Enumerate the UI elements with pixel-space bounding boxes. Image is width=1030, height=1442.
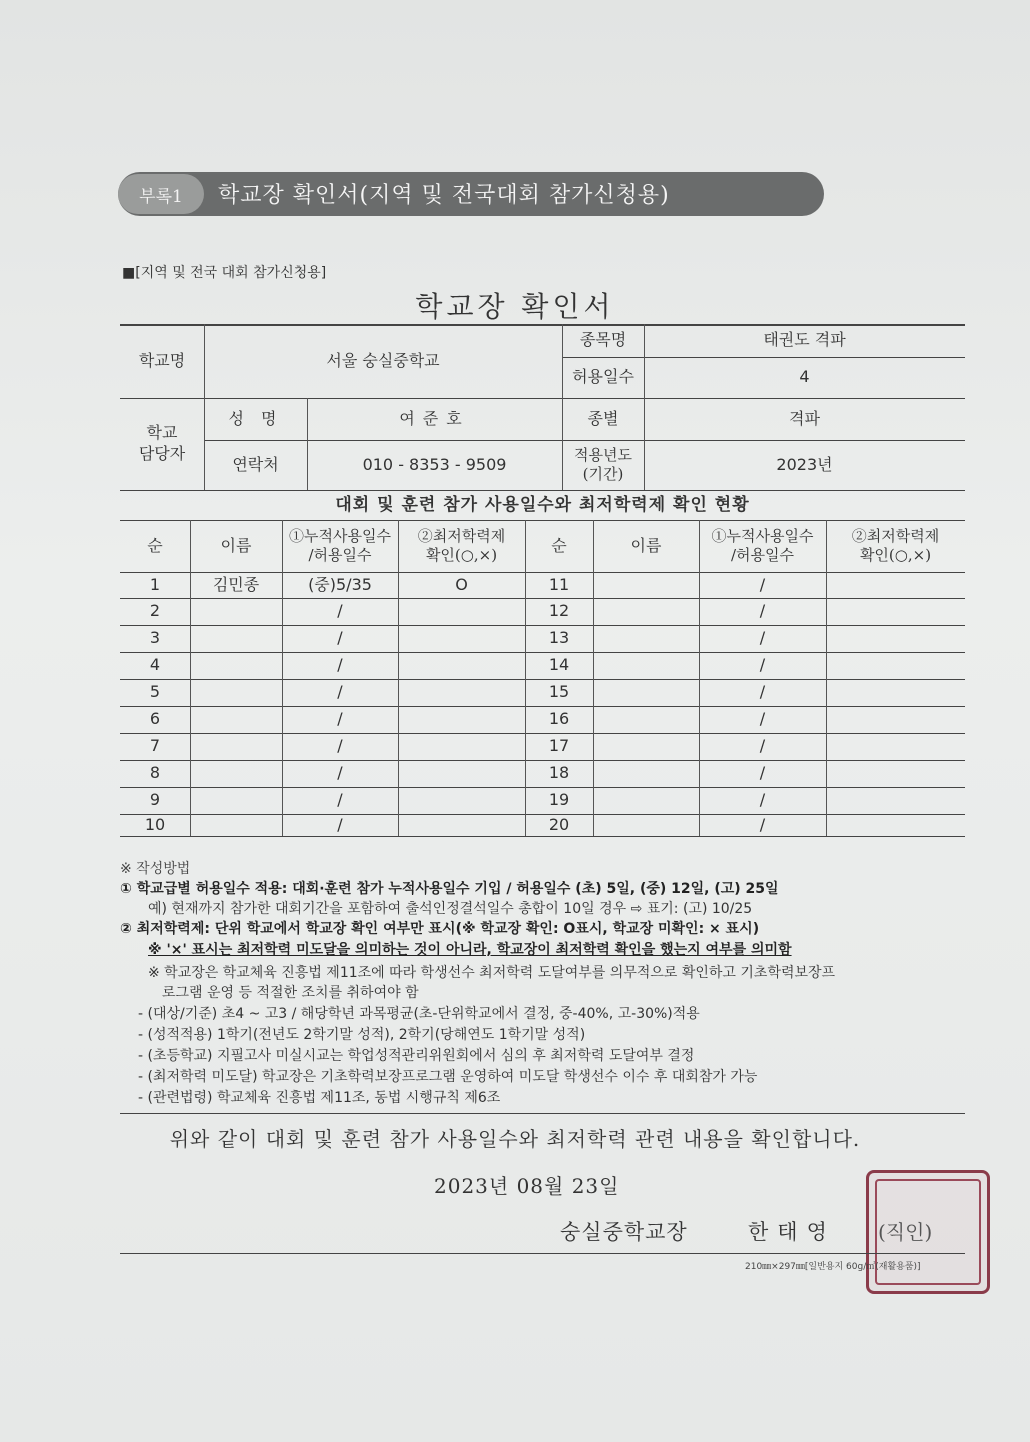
header-academic-right xyxy=(826,520,965,572)
row-cell-no: 9 xyxy=(149,790,161,810)
row-cell-days2: / xyxy=(759,709,766,729)
row-cell-name xyxy=(190,625,282,652)
row-cell-no2: 18 xyxy=(548,763,570,783)
row-cell-name xyxy=(190,787,282,814)
row-cell-name xyxy=(190,814,282,836)
allowed-days-value: 4 xyxy=(799,367,810,387)
row-cell-name2 xyxy=(593,733,699,760)
note-2-sub2a: ※ 학교장은 학교체육 진흥법 제11조에 따라 학생선수 최저학력 도달여부를 의무적으로 확인하고 기초학력보장프 xyxy=(148,965,836,981)
row-cell-name2 xyxy=(593,814,699,836)
row-cell-name2 xyxy=(593,572,699,598)
row-cell-days2: / xyxy=(759,655,766,675)
row-cell-name2 xyxy=(593,598,699,625)
row-cell-days2: / xyxy=(759,814,766,834)
row-cell-days: / xyxy=(337,628,343,648)
note-2-sub2b: 로그램 운영 등 적절한 조치를 취하여야 함 xyxy=(162,985,419,1001)
row-cell-check: O xyxy=(455,574,468,594)
row-cell-no2: 20 xyxy=(548,814,570,834)
row-cell-no: 2 xyxy=(149,601,161,621)
header-title: 학교장 확인서(지역 및 전국대회 참가신청용) xyxy=(218,183,670,208)
header-days-right xyxy=(699,520,826,572)
row-cell-days2: / xyxy=(759,736,766,756)
row-cell-days: / xyxy=(337,763,343,783)
row-cell-check xyxy=(398,787,525,814)
note-item-5: - (관련법령) 학교체육 진흥법 제11조, 동법 시행규칙 제6조 xyxy=(138,1090,501,1106)
seal-mark: (직인) xyxy=(878,1220,933,1244)
note-item-2: - (성적적용) 1학기(전년도 2학기말 성적), 2학기(당해연도 1학기말 성적) xyxy=(138,1027,586,1043)
note-item-3: - (초등학교) 지필고사 미실시교는 학업성적관리위원회에서 심의 후 최저학력 도달여부 결정 xyxy=(138,1048,695,1064)
row-cell-check2 xyxy=(826,760,965,787)
header-no-right: 순 xyxy=(551,535,567,555)
row-cell-check xyxy=(398,814,525,836)
row-cell-no2: 19 xyxy=(548,790,570,810)
event-label: 종목명 xyxy=(579,330,627,350)
contact-value: 010 - 8353 - 9509 xyxy=(362,454,507,474)
note-2-sub1: ※ '×' 표시는 최저학력 미도달을 의미하는 것이 아니라, 학교장이 최저학력 확인을 했는지 여부를 의미함 xyxy=(148,942,792,958)
row-cell-no2: 15 xyxy=(548,682,570,702)
row-cell-no2: 13 xyxy=(548,628,570,648)
note-1-example: 예) 현재까지 참가한 대회기간을 포함하여 출석인정결석일수 총합이 10일 경우 ⇨ 표기: (고) 10/25 xyxy=(148,901,753,917)
header-name-left: 이름 xyxy=(220,535,252,555)
principal-title: 숭실중학교장 xyxy=(560,1220,688,1244)
category-value: 격파 xyxy=(789,408,820,428)
school-name-value: 서울 숭실중학교 xyxy=(326,350,440,370)
row-cell-check2 xyxy=(826,598,965,625)
notes-heading: ※ 작성방법 xyxy=(120,861,191,877)
divider-bottom xyxy=(120,1253,965,1254)
note-1: ① 학교급별 허용일수 적용: 대회·훈련 참가 누적사용일수 기입 / 허용일수 (초) 5일, (중) 12일, (고) 25일 xyxy=(120,881,779,897)
row-cell-name2 xyxy=(593,760,699,787)
row-cell-no: 5 xyxy=(149,682,161,702)
document-title: 학교장 확인서 xyxy=(415,290,615,323)
manager-label xyxy=(120,398,204,490)
header-no-left: 순 xyxy=(147,535,163,555)
row-cell-days: / xyxy=(337,655,343,675)
contact-label: 연락처 xyxy=(232,454,279,474)
year-label-line1: 적용년도 xyxy=(574,445,632,464)
header-academic-line1: ②최저학력제 xyxy=(851,526,940,545)
header-days-line2: /허용일수 xyxy=(308,546,372,564)
note-item-1: - (대상/기준) 초4 ~ 고3 / 해당학년 과목평균(초-단위학교에서 결정, 중-40%, 고-30%)적용 xyxy=(138,1006,700,1022)
row-cell-days2: / xyxy=(759,790,766,810)
row-cell-days2: / xyxy=(759,682,766,702)
confirmation-sentence: 위와 같이 대회 및 훈련 참가 사용일수와 최저학력 관련 내용을 확인합니다. xyxy=(169,1127,861,1151)
row-cell-no: 3 xyxy=(149,628,161,648)
row-cell-check xyxy=(398,598,525,625)
row-cell-name xyxy=(190,679,282,706)
school-name-label: 학교명 xyxy=(138,350,186,370)
event-value: 태권도 격파 xyxy=(763,330,846,350)
row-cell-check xyxy=(398,706,525,733)
appendix-label: 부록1 xyxy=(118,174,204,214)
row-cell-check xyxy=(398,625,525,652)
row-cell-no2: 17 xyxy=(548,736,570,756)
year-label xyxy=(562,440,644,490)
row-cell-name xyxy=(190,760,282,787)
row-cell-name xyxy=(190,706,282,733)
row-cell-check2 xyxy=(826,652,965,679)
row-cell-no: 8 xyxy=(149,763,161,783)
manager-label-line1: 학교 xyxy=(146,423,178,443)
row-cell-days2: / xyxy=(759,574,766,594)
row-cell-name xyxy=(190,733,282,760)
year-value: 2023년 xyxy=(776,454,833,474)
row-cell-no: 7 xyxy=(149,736,161,756)
row-cell-check2 xyxy=(826,706,965,733)
row-cell-check2 xyxy=(826,787,965,814)
row-cell-check2 xyxy=(826,814,965,836)
row-cell-days2: / xyxy=(759,628,766,648)
manager-label-line2: 담당자 xyxy=(138,444,186,463)
row-cell-name2 xyxy=(593,679,699,706)
principal-name: 한태영 xyxy=(748,1220,836,1244)
header-days-line2: /허용일수 xyxy=(730,546,794,564)
header-days-line1: ①누적사용일수 xyxy=(711,526,814,545)
row-cell-name xyxy=(190,652,282,679)
row-cell-days: / xyxy=(337,814,343,834)
row-cell-name2 xyxy=(593,652,699,679)
row-cell-no2: 12 xyxy=(548,601,570,621)
row-cell-check2 xyxy=(826,572,965,598)
row-cell-no: 1 xyxy=(149,574,161,594)
allowed-days-label: 허용일수 xyxy=(572,367,634,387)
year-label-line2: (기간) xyxy=(582,465,624,483)
row-cell-no: 10 xyxy=(144,814,166,834)
row-cell-days2: / xyxy=(759,601,766,621)
row-cell-days2: / xyxy=(759,763,766,783)
row-cell-name2 xyxy=(593,787,699,814)
name-label: 성 명 xyxy=(228,408,283,428)
row-cell-name2 xyxy=(593,625,699,652)
row-cell-no2: 11 xyxy=(548,574,570,594)
note-item-4: - (최저학력 미도달) 학교장은 기초학력보장프로그램 운영하여 미도달 학생선수 이수 후 대회참가 가능 xyxy=(138,1069,758,1085)
row-cell-days: (중)5/35 xyxy=(308,574,372,594)
row-cell-no2: 14 xyxy=(548,655,570,675)
header-days-left xyxy=(282,520,398,572)
paper-spec: 210㎜×297㎜[일반용지 60g/㎡(재활용품)] xyxy=(745,1262,921,1272)
form-category: ■[지역 및 전국 대회 참가신청용] xyxy=(122,265,327,281)
header-academic-line1: ②최저학력제 xyxy=(417,526,506,545)
header-academic-line2: 확인(○,×) xyxy=(425,546,498,564)
category-label: 종별 xyxy=(587,408,619,428)
note-2: ② 최저학력제: 단위 학교에서 학교장 확인 여부만 표시(※ 학교장 확인: O표시, 학교장 미확인: × 표시) xyxy=(120,921,760,937)
header-name-right: 이름 xyxy=(630,535,662,555)
row-cell-name xyxy=(190,598,282,625)
row-cell-check xyxy=(398,760,525,787)
row-cell-check xyxy=(398,679,525,706)
row-cell-no2: 16 xyxy=(548,709,570,729)
row-cell-days: / xyxy=(337,790,343,810)
issue-date: 2023년 08월 23일 xyxy=(434,1174,620,1198)
row-cell-no: 4 xyxy=(149,655,161,675)
row-cell-name: 김민종 xyxy=(212,574,260,594)
header-days-line1: ①누적사용일수 xyxy=(289,526,391,545)
row-cell-name2 xyxy=(593,706,699,733)
row-cell-days: / xyxy=(337,601,343,621)
row-cell-check2 xyxy=(826,733,965,760)
header-academic-left xyxy=(398,520,525,572)
header-academic-line2: 확인(○,×) xyxy=(859,546,932,564)
row-cell-check xyxy=(398,652,525,679)
row-cell-days: / xyxy=(337,682,343,702)
row-cell-check xyxy=(398,733,525,760)
row-cell-no: 6 xyxy=(149,709,161,729)
divider-top xyxy=(120,1113,965,1114)
usage-section-title: 대회 및 훈련 참가 사용일수와 최저학력제 확인 현황 xyxy=(335,494,750,515)
row-cell-check2 xyxy=(826,679,965,706)
manager-name-value: 여준호 xyxy=(399,408,470,428)
row-cell-check2 xyxy=(826,625,965,652)
row-cell-days: / xyxy=(337,736,343,756)
row-cell-days: / xyxy=(337,709,343,729)
